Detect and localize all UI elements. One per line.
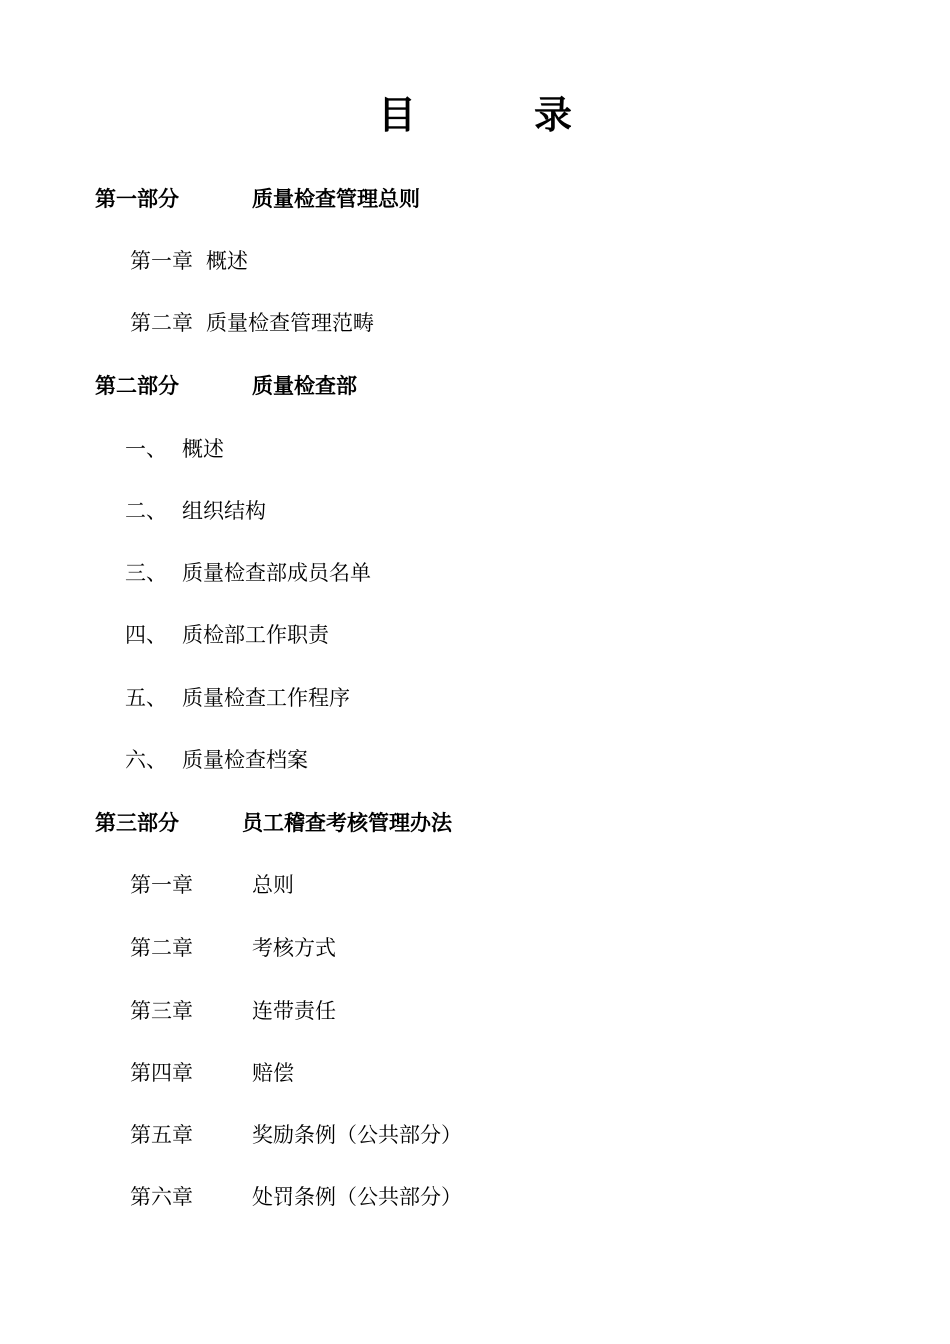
toc-entry-name: 质检部工作职责	[182, 623, 329, 647]
toc-part-name: 质量检查管理总则	[252, 187, 420, 211]
title-char-1: 目	[377, 92, 416, 137]
toc-entry-number: 四、	[125, 623, 167, 647]
toc-entry-name: 质量检查管理范畴	[206, 311, 374, 335]
toc-entry-number: 三、	[125, 561, 167, 585]
toc-entry-name: 考核方式	[252, 936, 336, 960]
toc-part-number: 第一部分	[95, 187, 179, 211]
toc-entry-name: 赔偿	[252, 1061, 294, 1085]
toc-entry-name: 连带责任	[252, 999, 336, 1023]
toc-entry-number: 第五章	[130, 1123, 193, 1147]
toc-entry-number: 第二章	[130, 936, 193, 960]
toc-entry-name: 概述	[206, 249, 248, 273]
toc-entry-name: 奖励条例（公共部分）	[252, 1123, 462, 1147]
toc-entry-number: 第四章	[130, 1061, 193, 1085]
toc-entry-number: 第三章	[130, 999, 193, 1023]
toc-entry-name: 总则	[252, 873, 294, 897]
page-title	[0, 92, 950, 138]
toc-entry-name: 质量检查档案	[182, 748, 308, 772]
toc-entry-number: 二、	[125, 499, 167, 523]
toc-entry-number: 一、	[125, 437, 167, 461]
toc-part-number: 第三部分	[95, 811, 179, 835]
toc-entry-number: 六、	[125, 748, 167, 772]
toc-entry-number: 第一章	[130, 873, 193, 897]
toc-entry-name: 质量检查部成员名单	[182, 561, 371, 585]
toc-entry-number: 第一章	[130, 249, 193, 273]
toc-entry-name: 概述	[182, 437, 224, 461]
toc-part-name: 员工稽查考核管理办法	[242, 811, 452, 835]
toc-entry-name: 处罚条例（公共部分）	[252, 1185, 462, 1209]
toc-entry-number: 第二章	[130, 311, 193, 335]
toc-entry-number: 五、	[125, 686, 167, 710]
toc-part-number: 第二部分	[95, 374, 179, 398]
toc-entry-name: 质量检查工作程序	[182, 686, 350, 710]
title-char-2: 录	[534, 92, 573, 137]
toc-entry-number: 第六章	[130, 1185, 193, 1209]
toc-part-name: 质量检查部	[252, 374, 357, 398]
toc-entry-name: 组织结构	[182, 499, 266, 523]
